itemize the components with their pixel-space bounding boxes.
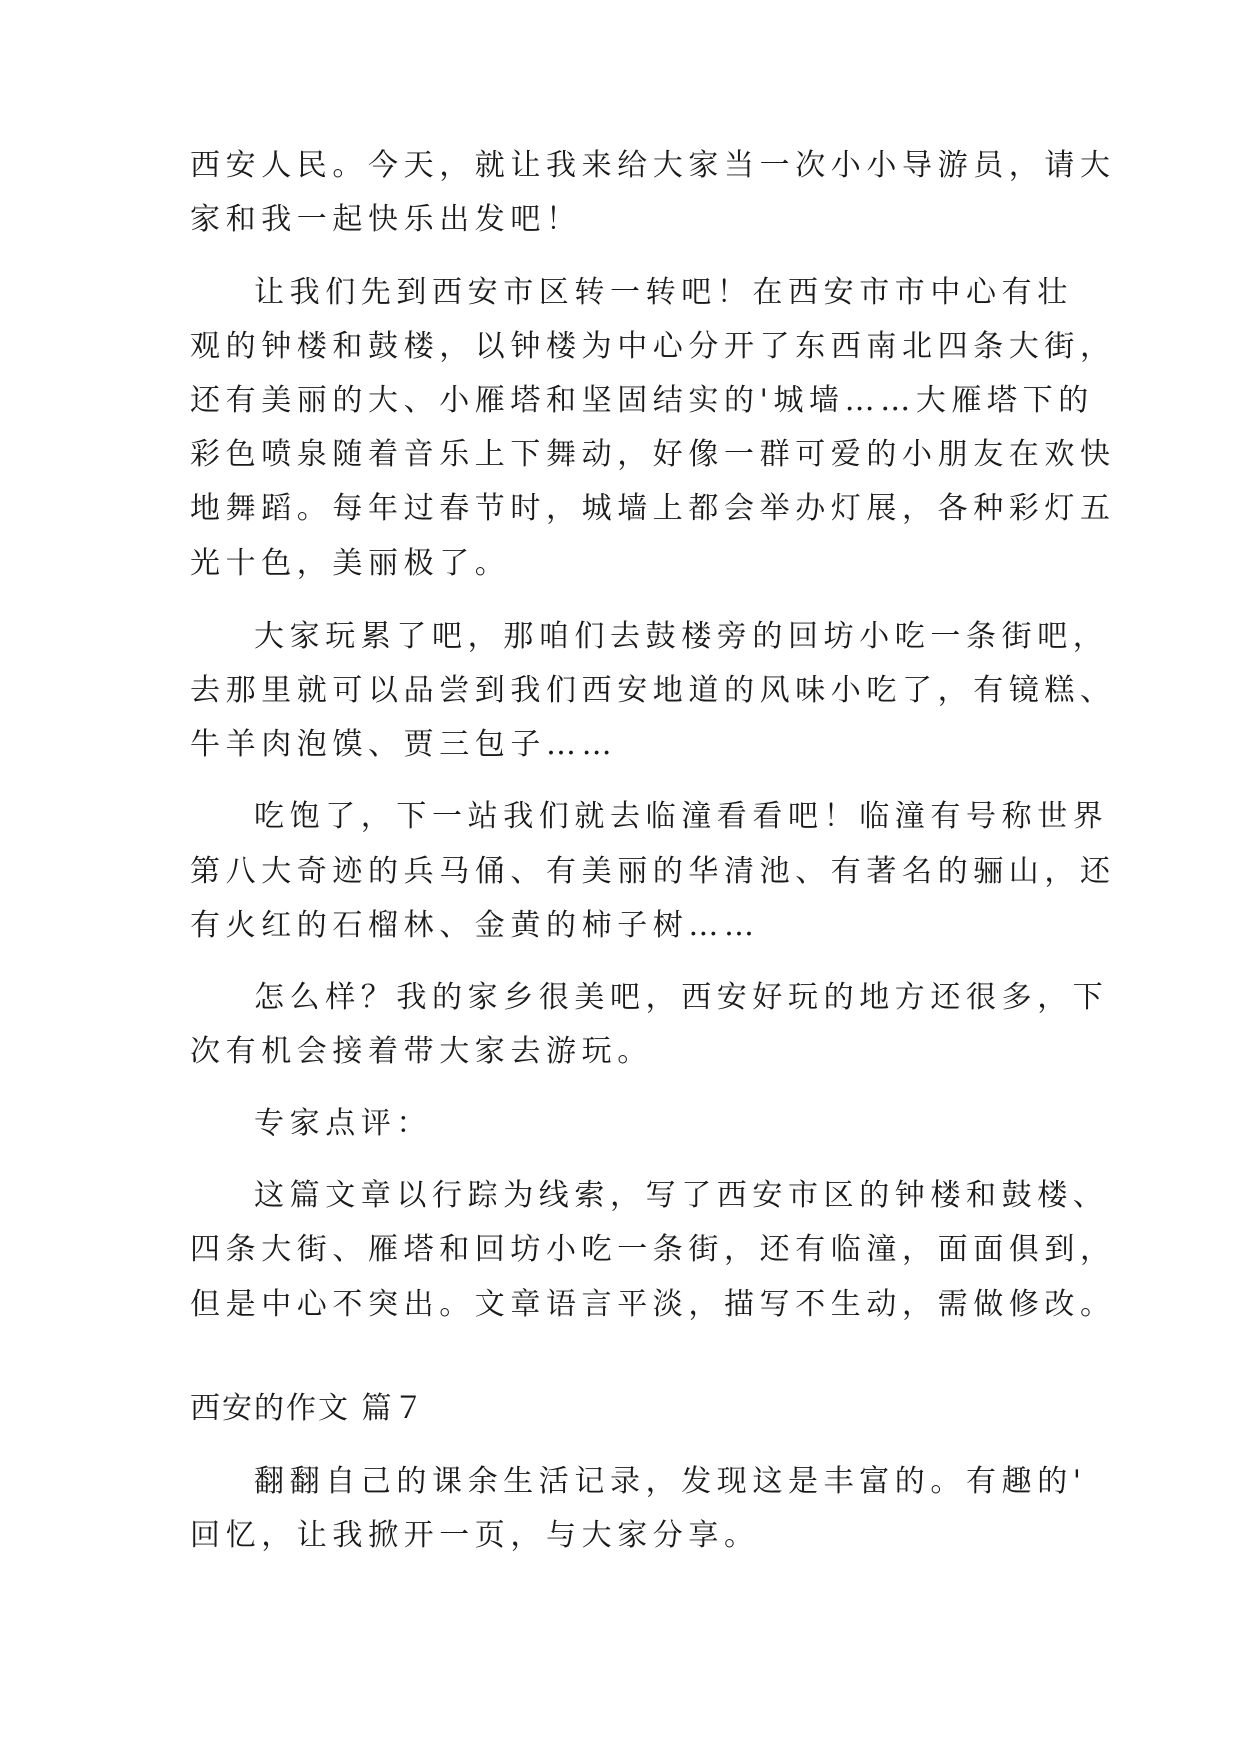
text-line: 回忆，让我掀开一页，与大家分享。	[190, 1518, 760, 1553]
paragraph-start: 翻翻自己的课余生活记录，发现这是丰富的。有趣的'	[254, 1464, 1087, 1499]
text-line: 地舞蹈。每年过春节时，城墙上都会举办灯展，各种彩灯五	[190, 491, 1116, 526]
text-line: 牛羊肉泡馍、贾三包子……	[190, 727, 618, 762]
text-line: 西安人民。今天，就让我来给大家当一次小小导游员，请大	[190, 148, 1116, 183]
review-label: 专家点评：	[254, 1106, 432, 1141]
text-line: 光十色，美丽极了。	[190, 546, 511, 581]
text-line: 四条大街、雁塔和回坊小吃一条街，还有临潼，面面俱到，	[190, 1232, 1116, 1267]
paragraph-start: 大家玩累了吧，那咱们去鼓楼旁的回坊小吃一条街吧，	[254, 619, 1109, 654]
paragraph-start: 让我们先到西安市区转一转吧！在西安市市中心有壮	[254, 275, 1073, 310]
text-line: 观的钟楼和鼓楼，以钟楼为中心分开了东西南北四条大街，	[190, 329, 1116, 364]
text-line: 有火红的石榴林、金黄的柿子树……	[190, 908, 760, 943]
text-line: 彩色喷泉随着音乐上下舞动，好像一群可爱的小朋友在欢快	[190, 437, 1116, 472]
text-line: 家和我一起快乐出发吧！	[190, 202, 582, 237]
text-line: 第八大奇迹的兵马俑、有美丽的华清池、有著名的骊山，还	[190, 854, 1116, 889]
text-line: 但是中心不突出。文章语言平淡，描写不生动，需做修改。	[190, 1287, 1116, 1322]
text-line: 去那里就可以品尝到我们西安地道的风味小吃了，有镜糕、	[190, 673, 1116, 708]
text-line: 还有美丽的大、小雁塔和坚固结实的'城墙……大雁塔下的	[190, 383, 1094, 418]
paragraph-start: 吃饱了，下一站我们就去临潼看看吧！临潼有号称世界	[254, 799, 1109, 834]
section-heading: 西安的作文 篇７	[190, 1391, 426, 1426]
text-line: 次有机会接着带大家去游玩。	[190, 1034, 653, 1069]
paragraph-start: 这篇文章以行踪为线索，写了西安市区的钟楼和鼓楼、	[254, 1178, 1109, 1213]
paragraph-start: 怎么样？我的家乡很美吧，西安好玩的地方还很多，下	[254, 980, 1109, 1015]
